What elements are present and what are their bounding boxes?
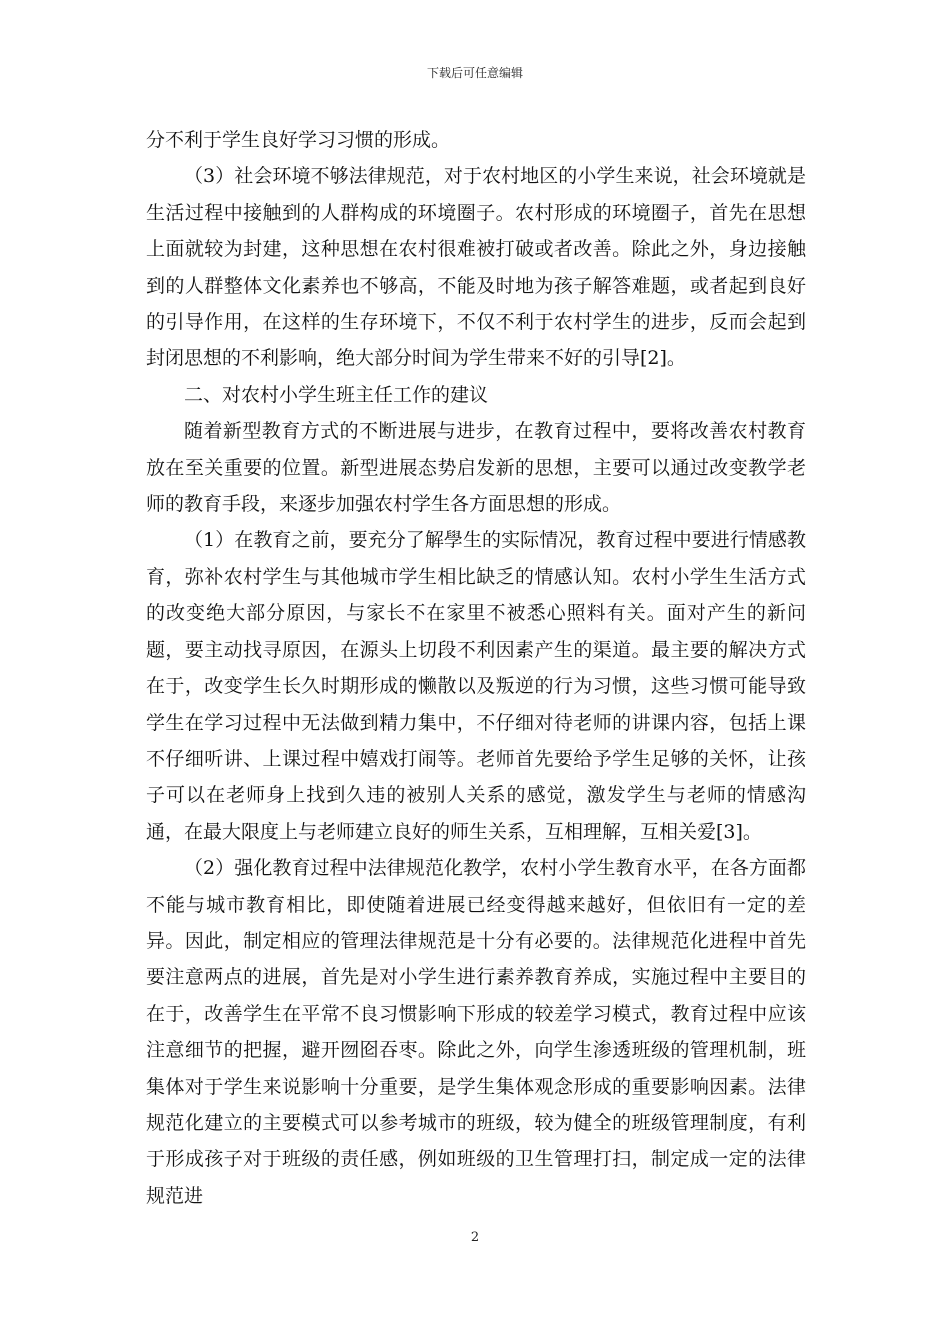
- paragraph-social-environment: （3）社会环境不够法律规范，对于农村地区的小学生来说，社会环境就是生活过程中接触到的人群构成的环境圈子。农村形成的环境圈子，首先在思想上面就较为封建，这种思想在农村很难被打破或者改善。除此之外，身边接触到的人群整体文化素养也不够高，不能及时地为孩子解答难题，或者起到良好的引导作用，在这样的生存环境下，不仅不利于农村学生的进步，反而会起到封闭思想的不利影响，绝大部分时间为学生带来不好的引导[2]。: [146, 165, 806, 370]
- paragraph-emotional-education: （1）在教育之前，要充分了解學生的实际情况，教育过程中要进行情感教育，弥补农村学生与其他城市学生相比缺乏的情感认知。农村小学生生活方式的改变绝大部分原因，与家长不在家里不被悉心照料有关。面对产生的新问题，要主动找寻原因，在源头上切段不利因素产生的渠道。最主要的解决方式在于，改变学生长久时期形成的懒散以及叛逆的行为习惯，这些习惯可能导致学生在学习过程中无法做到精力集中，不仔细对待老师的讲课内容，包括上课不仔细听讲、上课过程中嬉戏打闹等。老师首先要给予学生足够的关怀，让孩子可以在老师身上找到久违的被别人关系的感觉，激发学生与老师的情感沟通，在最大限度上与老师建立良好的师生关系，互相理解，互相关爱[3]。: [146, 529, 806, 843]
- paragraph-continuation: 分不利于学生良好学习习惯的形成。: [146, 129, 451, 151]
- page-number: 2: [470, 1230, 480, 1245]
- paragraph-intro: 随着新型教育方式的不断进展与进步，在教育过程中，要将改善农村教育放在至关重要的位置。新型进展态势启发新的思想，主要可以通过改变教学老师的教育手段，来逐步加强农村学生各方面思想的形成。: [146, 420, 806, 516]
- document-body: [146, 122, 806, 1214]
- page-header-note: 下载后可任意编辑: [426, 66, 523, 80]
- section-heading: 二、对农村小学生班主任工作的建议: [184, 383, 489, 406]
- paragraph-legal-standardization: （2）强化教育过程中法律规范化教学，农村小学生教育水平，在各方面都不能与城市教育相比，即使随着进展已经变得越来越好，但依旧有一定的差异。因此，制定相应的管理法律规范是十分有必要的。法律规范化进程中首先要注意两点的进展，首先是对小学生进行素养教育养成，实施过程中主要目的在于，改善学生在平常不良习惯影响下形成的较差学习模式，教育过程中应该注意细节的把握，避开囫囵吞枣。除此之外，向学生渗透班级的管理机制，班集体对于学生来说影响十分重要，是学生集体观念形成的重要影响因素。法律规范化建立的主要模式可以参考城市的班级，较为健全的班级管理制度，有利于形成孩子对于班级的责任感，例如班级的卫生管理打扫，制定成一定的法律规范进: [146, 857, 806, 1207]
